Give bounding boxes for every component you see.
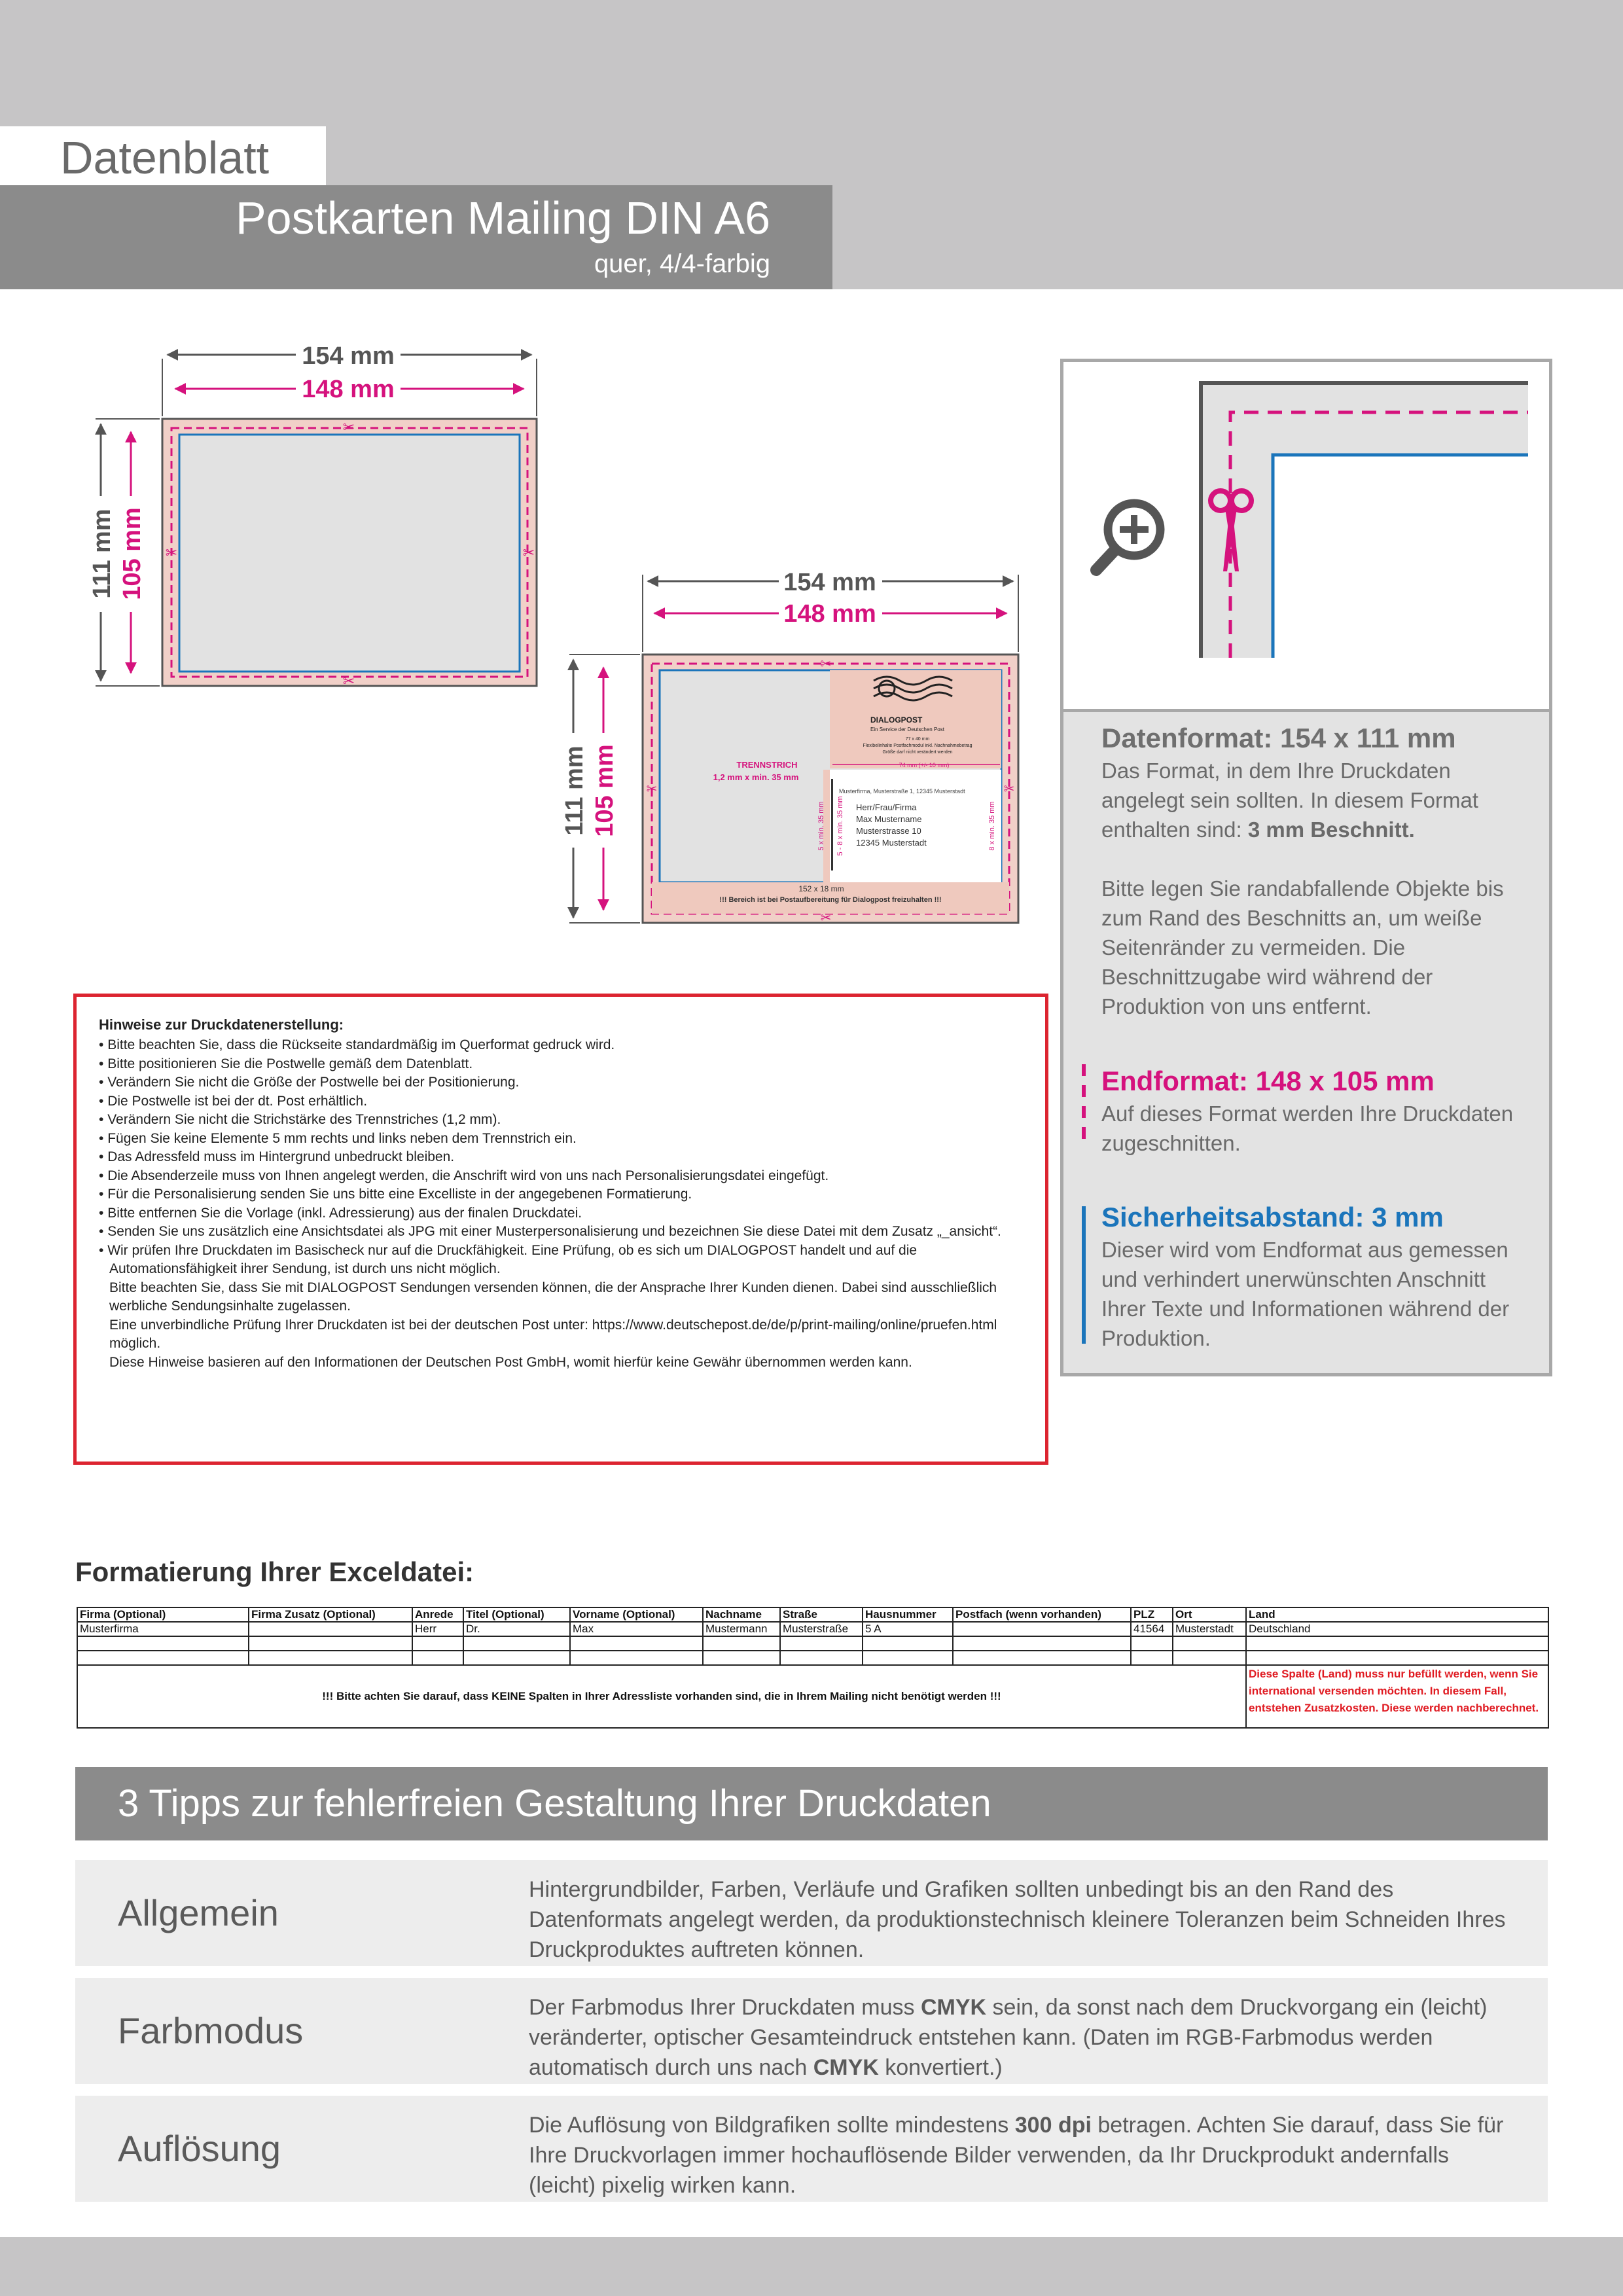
tip-text: Hintergrundbilder, Farben, Verläufe und Grafiken sollten unbedingt bis an den Rand des Datenformats angelegt werden, da produktionstechnisch kleinere Toleranzen beim Schneiden Ihres Druckproduktes auftreten können.: [529, 1877, 1506, 1962]
scissors-icon: ✂: [165, 545, 178, 561]
table-header-cell: Hausnummer: [863, 1607, 953, 1622]
table-header-cell: Nachname: [703, 1607, 780, 1622]
table-header-cell: Firma Zusatz (Optional): [249, 1607, 412, 1622]
sicherheit-heading: Sicherheitsabstand: 3 mm: [1101, 1202, 1444, 1232]
note-item: • Die Absenderzeile muss von Ihnen angelegt werden, die Anschrift wird von uns nach Personalisierungsdatei eingefügt.: [99, 1167, 1022, 1186]
back-inner-height: 105 mm: [591, 744, 618, 837]
note-item: • Bitte positionieren Sie die Postwelle gemäß dem Datenblatt.: [99, 1055, 1022, 1074]
notes-list: [99, 1036, 1022, 1372]
address-line: Musterstrasse 10: [856, 826, 921, 836]
table-header-cell: Straße: [780, 1607, 863, 1622]
table-header-cell: Land: [1246, 1607, 1548, 1622]
back-outer-height: 111 mm: [561, 745, 588, 836]
note-item: • Bitte entfernen Sie die Vorlage (inkl. Adressierung) aus der finalen Druckdatei.: [99, 1204, 1022, 1223]
tip-allgemein: [75, 1860, 1548, 1966]
datenformat-text: Das Format, in dem Ihre Druckdaten angelegt sein sollten. In diesem Format enthalten sind: 3 mm Beschnitt.: [1101, 759, 1478, 842]
front-diagram: [79, 340, 550, 707]
scissors-icon: ✂: [522, 545, 535, 561]
scissors-icon: ✂: [646, 782, 658, 797]
datenformat-heading: Datenformat: 154 x 111 mm: [1101, 723, 1456, 753]
table-cell: Musterstraße: [780, 1622, 863, 1636]
dim-5x35: 5 x min. 35 mm: [817, 801, 825, 851]
excel-heading: Formatierung Ihrer Exceldatei:: [75, 1556, 474, 1587]
tip-name: Allgemein: [118, 1892, 279, 1933]
note-extra: Bitte beachten Sie, dass Sie mit DIALOGPOST Sendungen versenden können, die der Ansprache Ihrer Kunden dienen. Dabei sind ausschließlich werbliche Sendungsinhalte zugelassen.: [109, 1280, 997, 1314]
scissors-icon: ✂: [342, 673, 355, 689]
scissors-icon: ✂: [820, 911, 832, 925]
tip-name: Auflösung: [118, 2128, 281, 2169]
dim-74: 74 mm (+/- 10 mm): [899, 762, 950, 768]
note-item: • Die Postwelle ist bei der dt. Post erhältlich.: [99, 1092, 1022, 1111]
stamp-line: Flexibelinhalte Postfachmodul inkl. Nachnahmebetrag: [863, 744, 972, 748]
tips-heading: 3 Tipps zur fehlerfreien Gestaltung Ihrer Druckdaten: [118, 1782, 991, 1825]
note-item: • Fügen Sie keine Elemente 5 mm rechts und links neben dem Trennstrich ein.: [99, 1130, 1022, 1149]
format-info-panel: [1060, 359, 1552, 1376]
tip-text: Der Farbmodus Ihrer Druckdaten muss CMYK sein, da sonst nach dem Druckvorgang ein (leicht) veränderter, optischer Gesamteindruck entstehen kann. (Daten im RGB-Farbmodus werden automatisch durch uns nach CMYK konvertiert.): [529, 1995, 1488, 2080]
front-outer-height: 111 mm: [88, 509, 116, 599]
front-safe-area: [179, 435, 520, 672]
free-zone-text: !!! Bereich ist bei Postaufbereitung für Dialogpost freizuhalten !!!: [719, 896, 942, 904]
scissors-icon: ✂: [820, 657, 832, 672]
datenblatt-tab: [0, 126, 326, 185]
table-cell: Herr: [412, 1622, 463, 1636]
scissors-icon: ✂: [342, 419, 355, 435]
table-row: [77, 1636, 1548, 1651]
note-item: • Verändern Sie nicht die Strichstärke des Trennstriches (1,2 mm).: [99, 1111, 1022, 1130]
tip-text: Die Auflösung von Bildgrafiken sollte mindestens 300 dpi betragen. Achten Sie darauf, dass Sie für Ihre Druckvorlagen immer hochauflösende Bilder verwenden, da Ihr Druckprodukt andernfalls (leicht) pixelig wirken kann.: [529, 2113, 1504, 2198]
datenformat-text-2: Bitte legen Sie randabfallende Objekte bis zum Rand des Beschnitts an, um weiße Seitenränder zu vermeiden. Die Beschnittzugabe wird während der Produktion von uns entfernt.: [1101, 876, 1504, 1018]
note-item: • Das Adressfeld muss im Hintergrund unbedruckt bleiben.: [99, 1148, 1022, 1167]
stamp-sub: Ein Service der Deutschen Post: [870, 726, 944, 732]
sicherheit-text: Dieser wird vom Endformat aus gemessen und verhindert unerwünschten Anschnitt Ihrer Texte und Informationen während der Produktion.: [1101, 1238, 1510, 1350]
table-cell: 41564: [1131, 1622, 1173, 1636]
footer-band: [0, 2237, 1623, 2296]
note-item: • Bitte beachten Sie, dass die Rückseite standardmäßig im Querformat gedruck wird.: [99, 1036, 1022, 1055]
note-item: • Senden Sie uns zusätzlich eine Ansichtsdatei als JPG mit einer Musterpersonalisierung und bezeichnen Sie diese Datei mit dem Zusatz „_ansicht“.: [99, 1223, 1022, 1242]
table-row: [77, 1622, 1548, 1636]
note-item: • Für die Personalisierung senden Sie uns bitte eine Excelliste in der angegebenen Formatierung.: [99, 1185, 1022, 1204]
front-inner-height: 105 mm: [118, 507, 146, 600]
table-cell: [953, 1622, 1131, 1636]
table-header-cell: Titel (Optional): [463, 1607, 570, 1622]
back-outer-width: 154 mm: [783, 569, 876, 596]
table-cell: Deutschland: [1246, 1622, 1548, 1636]
table-header-cell: Vorname (Optional): [570, 1607, 703, 1622]
table-header-cell: Anrede: [412, 1607, 463, 1622]
endformat-text: Auf dieses Format werden Ihre Druckdaten zugeschnitten.: [1101, 1102, 1514, 1155]
address-line: Herr/Frau/Firma: [856, 802, 917, 812]
table-cell: Mustermann: [703, 1622, 780, 1636]
stamp-line: Größe darf nicht verändert werden: [882, 750, 953, 755]
print-notes-box: [73, 994, 1048, 1465]
tips-heading-bar: [75, 1767, 1548, 1840]
table-cell: Musterfirma: [77, 1622, 249, 1636]
front-inner-width: 148 mm: [302, 376, 395, 403]
zoom-detail: [1063, 362, 1549, 712]
trennstrich-line: [831, 779, 833, 870]
address-line: Max Mustername: [856, 814, 922, 824]
endformat-marker: [1082, 1064, 1086, 1143]
table-header-cell: Postfach (wenn vorhanden): [953, 1607, 1131, 1622]
dim-8x35: 8 x min. 35 mm: [988, 801, 996, 851]
note-extra: Diese Hinweise basieren auf den Informationen der Deutschen Post GmbH, womit hierfür keine Gewähr übernommen werden kann.: [109, 1354, 912, 1370]
zoom-in-icon: [1096, 503, 1160, 570]
sicherheit-marker: [1082, 1206, 1086, 1344]
datenblatt-label: Datenblatt: [60, 132, 270, 183]
land-note: Diese Spalte (Land) muss nur befüllt werden, wenn Sie international versenden möchten. In diesem Fall, entstehen Zusatzkosten. Diese werden nachberechnet.: [1246, 1665, 1548, 1728]
excel-format-table: [77, 1607, 1549, 1729]
sender-line: Musterfirma, Musterstraße 1, 12345 Musterstadt: [839, 788, 965, 795]
scissors-icon: ✂: [1003, 782, 1015, 797]
table-cell: Max: [570, 1622, 703, 1636]
dim-152x18: 152 x 18 mm: [798, 884, 844, 893]
table-row: [77, 1651, 1548, 1665]
back-inner-width: 148 mm: [783, 600, 876, 628]
front-outer-width: 154 mm: [302, 342, 395, 370]
table-header-cell: Ort: [1173, 1607, 1246, 1622]
table-cell: Dr.: [463, 1622, 570, 1636]
table-header-row: [77, 1607, 1548, 1622]
notes-title: Hinweise zur Druckdatenerstellung:: [99, 1016, 344, 1033]
table-row: [77, 1665, 1548, 1728]
address-line: 12345 Musterstadt: [856, 838, 927, 848]
trennstrich-label: TRENNSTRICH: [736, 760, 798, 770]
endformat-heading: Endformat: 148 x 105 mm: [1101, 1066, 1435, 1096]
back-diagram: [543, 563, 1034, 929]
note-extra: Eine unverbindliche Prüfung Ihrer Druckdaten ist bei der deutschen Post unter: https://www.deutschepost.de/de/p/print-mailing/online/pruefen.html möglich.: [109, 1317, 997, 1351]
stamp-title: DIALOGPOST: [870, 715, 923, 725]
column-warning: !!! Bitte achten Sie darauf, dass KEINE Spalten in Ihrer Adressliste vorhanden sind, die in Ihrem Mailing nicht benötigt werden !!!: [77, 1665, 1246, 1728]
table-cell: 5 A: [863, 1622, 953, 1636]
note-item: • Wir prüfen Ihre Druckdaten im Basischeck nur auf die Druckfähigkeit. Eine Prüfung, ob es sich um DIALOGPOST handelt und auf die Automationsfähigkeit ihrer Sendung, ist durch uns nicht möglich.: [99, 1242, 1022, 1279]
page-subtitle: quer, 4/4-farbig: [594, 249, 770, 278]
title-bar: [0, 185, 832, 289]
table-header-cell: PLZ: [1131, 1607, 1173, 1622]
table-header-cell: Firma (Optional): [77, 1607, 249, 1622]
stamp-line: 77 x 40 mm: [905, 737, 930, 742]
table-cell: Musterstadt: [1173, 1622, 1246, 1636]
trennstrich-size: 1,2 mm x min. 35 mm: [713, 772, 799, 782]
tip-name: Farbmodus: [118, 2010, 304, 2051]
page-title: Postkarten Mailing DIN A6: [235, 192, 770, 243]
table-cell: [249, 1622, 412, 1636]
dim-5-8x35: 5 - 8 x min. 35 mm: [836, 796, 844, 856]
note-item: • Verändern Sie nicht die Größe der Postwelle bei der Positionierung.: [99, 1073, 1022, 1092]
tip-farbmodus: [75, 1978, 1548, 2084]
tip-aufloesung: [75, 2096, 1548, 2202]
